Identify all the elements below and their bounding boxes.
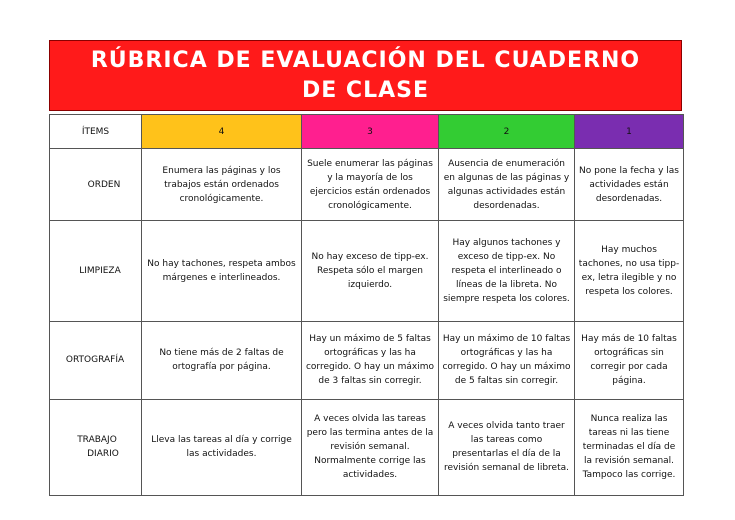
- level-3-header: 3: [302, 115, 439, 149]
- level-1-header: 1: [575, 115, 684, 149]
- items-header: ÍTEMS: [50, 115, 142, 149]
- row-label-trabajo: TRABAJO: [77, 435, 117, 446]
- row-label-orden: ORDEN: [50, 149, 142, 221]
- cell-limpieza-3: No hay exceso de tipp-ex. Respeta sólo el margen izquierdo.: [302, 221, 439, 321]
- row-label-limpieza: LIMPIEZA: [50, 221, 142, 321]
- cell-ortografia-4: No tiene más de 2 faltas de ortografía por página.: [142, 321, 302, 399]
- cell-orden-4: Enumera las páginas y los trabajos están ordenados cronológicamente.: [142, 149, 302, 221]
- row-label-diario: DIARIO: [87, 449, 119, 460]
- cell-orden-2: Ausencia de enumeración en algunas de las páginas y algunas actividades están desordenadas.: [439, 149, 575, 221]
- cell-orden-1: No pone la fecha y las actividades están desordenadas.: [575, 149, 684, 221]
- level-2-header: 2: [439, 115, 575, 149]
- row-label-ortografia: ORTOGRAFÍA: [50, 321, 142, 399]
- cell-ortografia-1: Hay más de 10 faltas ortográficas sin corregir por cada página.: [575, 321, 684, 399]
- cell-ortografia-2: Hay un máximo de 10 faltas ortográficas y las ha corregido. O hay un máximo de 5 faltas sin corregir.: [439, 321, 575, 399]
- row-ortografia: [50, 321, 684, 399]
- cell-limpieza-1: Hay muchos tachones, no usa tipp-ex, letra ilegible y no respeta los colores.: [575, 221, 684, 321]
- rubric-table: [49, 114, 684, 496]
- row-orden: [50, 149, 684, 221]
- rubric-title: RÚBRICA DE EVALUACIÓN DEL CUADERNO DE CLASE: [49, 40, 682, 111]
- cell-trabajo-3: A veces olvida las tareas pero las termina antes de la revisión semanal. Normalmente corrige las actividades.: [302, 399, 439, 495]
- cell-orden-3: Suele enumerar las páginas y la mayoría de los ejercicios están ordenados cronológicamente.: [302, 149, 439, 221]
- cell-ortografia-3: Hay un máximo de 5 faltas ortográficas y las ha corregido. O hay un máximo de 3 faltas sin corregir.: [302, 321, 439, 399]
- header-row: [50, 115, 684, 149]
- row-label-trabajo-diario: [50, 399, 142, 495]
- cell-trabajo-1: Nunca realiza las tareas ni las tiene terminadas el día de la revisión semanal. Tampoco las corrige.: [575, 399, 684, 495]
- cell-limpieza-2: Hay algunos tachones y exceso de tipp-ex. No respeta el interlineado o líneas de la libreta. No siempre respeta los colores.: [439, 221, 575, 321]
- cell-trabajo-2: A veces olvida tanto traer las tareas como presentarlas el día de la revisión semanal de libreta.: [439, 399, 575, 495]
- cell-limpieza-4: No hay tachones, respeta ambos márgenes e interlineados.: [142, 221, 302, 321]
- cell-trabajo-4: Lleva las tareas al día y corrige las actividades.: [142, 399, 302, 495]
- row-trabajo-diario: [50, 399, 684, 495]
- level-4-header: 4: [142, 115, 302, 149]
- row-limpieza: [50, 221, 684, 321]
